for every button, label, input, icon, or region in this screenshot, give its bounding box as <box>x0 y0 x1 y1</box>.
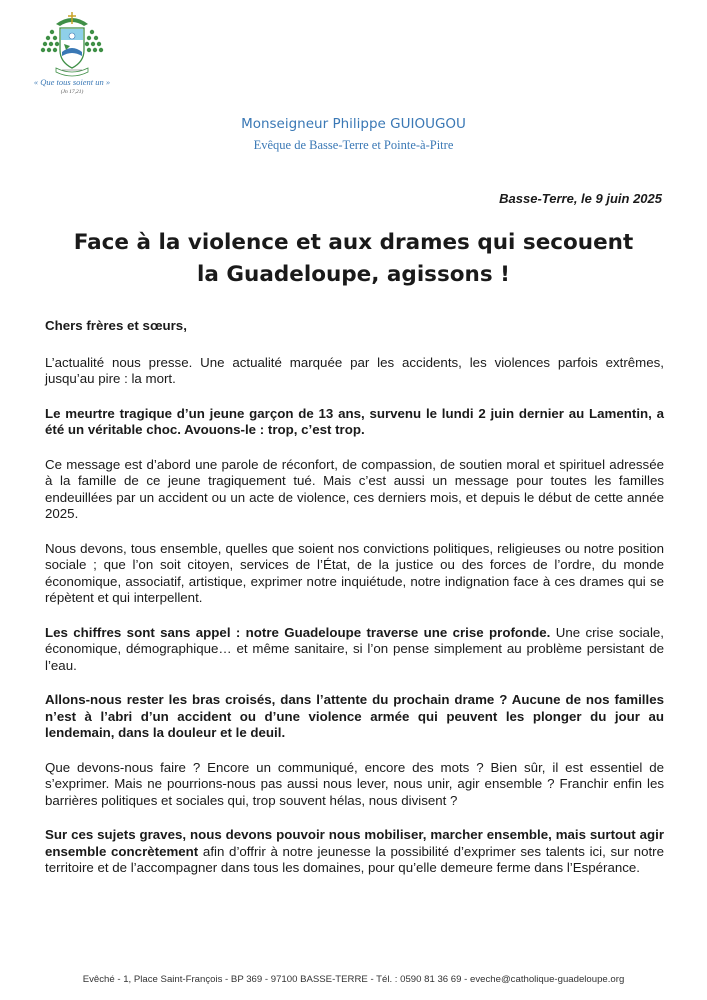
paragraph-1: L’actualité nous presse. Une actualité marquée par les accidents, les violences parfois extrêmes, jusqu’au pire : la mort. <box>45 354 664 386</box>
letter-body <box>45 318 664 895</box>
paragraph-2: Le meurtre tragique d’un jeune garçon de 13 ans, survenu le lundi 2 juin dernier au Lamentin, a été un véritable choc. Avouons-le : trop, c’est trop. <box>45 405 664 437</box>
paragraph-3: Ce message est d’abord une parole de réconfort, de compassion, de soutien moral et spirituel adressée à la famille de ce jeune tragiquement tué. Mais c’est aussi un message pour toutes les familles endeuillées par un accident ou un acte de violence, ces derniers mois, et depuis le début de cette année 2025. <box>45 456 664 521</box>
paragraph-8-rest: afin d’offrir à notre jeunesse la possibilité d’exprimer ses talents ici, sur notre territoire et de l’accompagner dans tous les domaines, pour qu’elle demeure ferme dans l’Espérance. <box>45 843 664 875</box>
bishop-name: Monseigneur Philippe GUIOUGOU <box>241 116 466 132</box>
paragraph-6: Allons-nous rester les bras croisés, dans l’attente du prochain drame ? Aucune de nos familles n’est à l’abri d’un accident ou d’une violence armée qui peuvent les plonger du jour au lendemain, dans la douleur et le deuil. <box>45 692 664 740</box>
paragraph-5 <box>45 625 664 675</box>
footer-address: Evêché - 1, Place Saint-François - BP 369 - 97100 BASSE-TERRE - Tél. : 0590 81 36 69 - eveche@catholique-guadeloupe.org <box>82 974 625 985</box>
paragraph-5-rest: Une crise sociale, économique, démographique… et même sanitaire, si l’on pense simplement au problème persistant de l’eau. <box>45 624 664 673</box>
paragraph-4: Nous devons, tous ensemble, quelles que soient nos convictions politiques, religieuses ou notre position sociale ; que l’on soit citoyen, services de l’État, de la justice ou des forces de l’ordre, du monde économique, associatif, artistique, exprimer notre inquiétude, notre indignation face à ces drames qui se répètent et qui interpellent. <box>45 540 664 605</box>
letter-title-line-2: la Guadeloupe, agissons ! <box>197 262 510 287</box>
paragraph-8-bold: Sur ces sujets graves, nous devons pouvoir nous mobiliser, marcher ensemble, mais surtout agir ensemble concrètement <box>45 827 664 859</box>
bishop-title: Evêque de Basse-Terre et Pointe-à-Pitre <box>253 138 454 152</box>
salutation: Chers frères et sœurs, <box>45 318 187 333</box>
letter-date: Basse-Terre, le 9 juin 2025 <box>499 191 662 206</box>
coat-of-arms-motto: « Que tous soient un » <box>33 77 111 87</box>
paragraph-8 <box>45 827 664 877</box>
coat-of-arms-reference: (Jn 17,21) <box>60 89 84 95</box>
paragraph-7: Que devons-nous faire ? Encore un communiqué, encore des mots ? Bien sûr, il est essentiel de s’exprimer. Mais ne pourrions-nous pas aussi nous lever, nous unir, agir ensemble ? Franchir enfin les barrières politiques et sociales qui, trop souvent hélas, nous divisent ? <box>45 759 664 808</box>
diocese-coat-of-arms <box>26 10 118 102</box>
letter-title <box>45 227 662 291</box>
paragraph-5-bold: Les chiffres sont sans appel : notre Guadeloupe traverse une crise profonde. <box>45 624 551 640</box>
letter-title-line-1: Face à la violence et aux drames qui secouent <box>73 230 634 255</box>
